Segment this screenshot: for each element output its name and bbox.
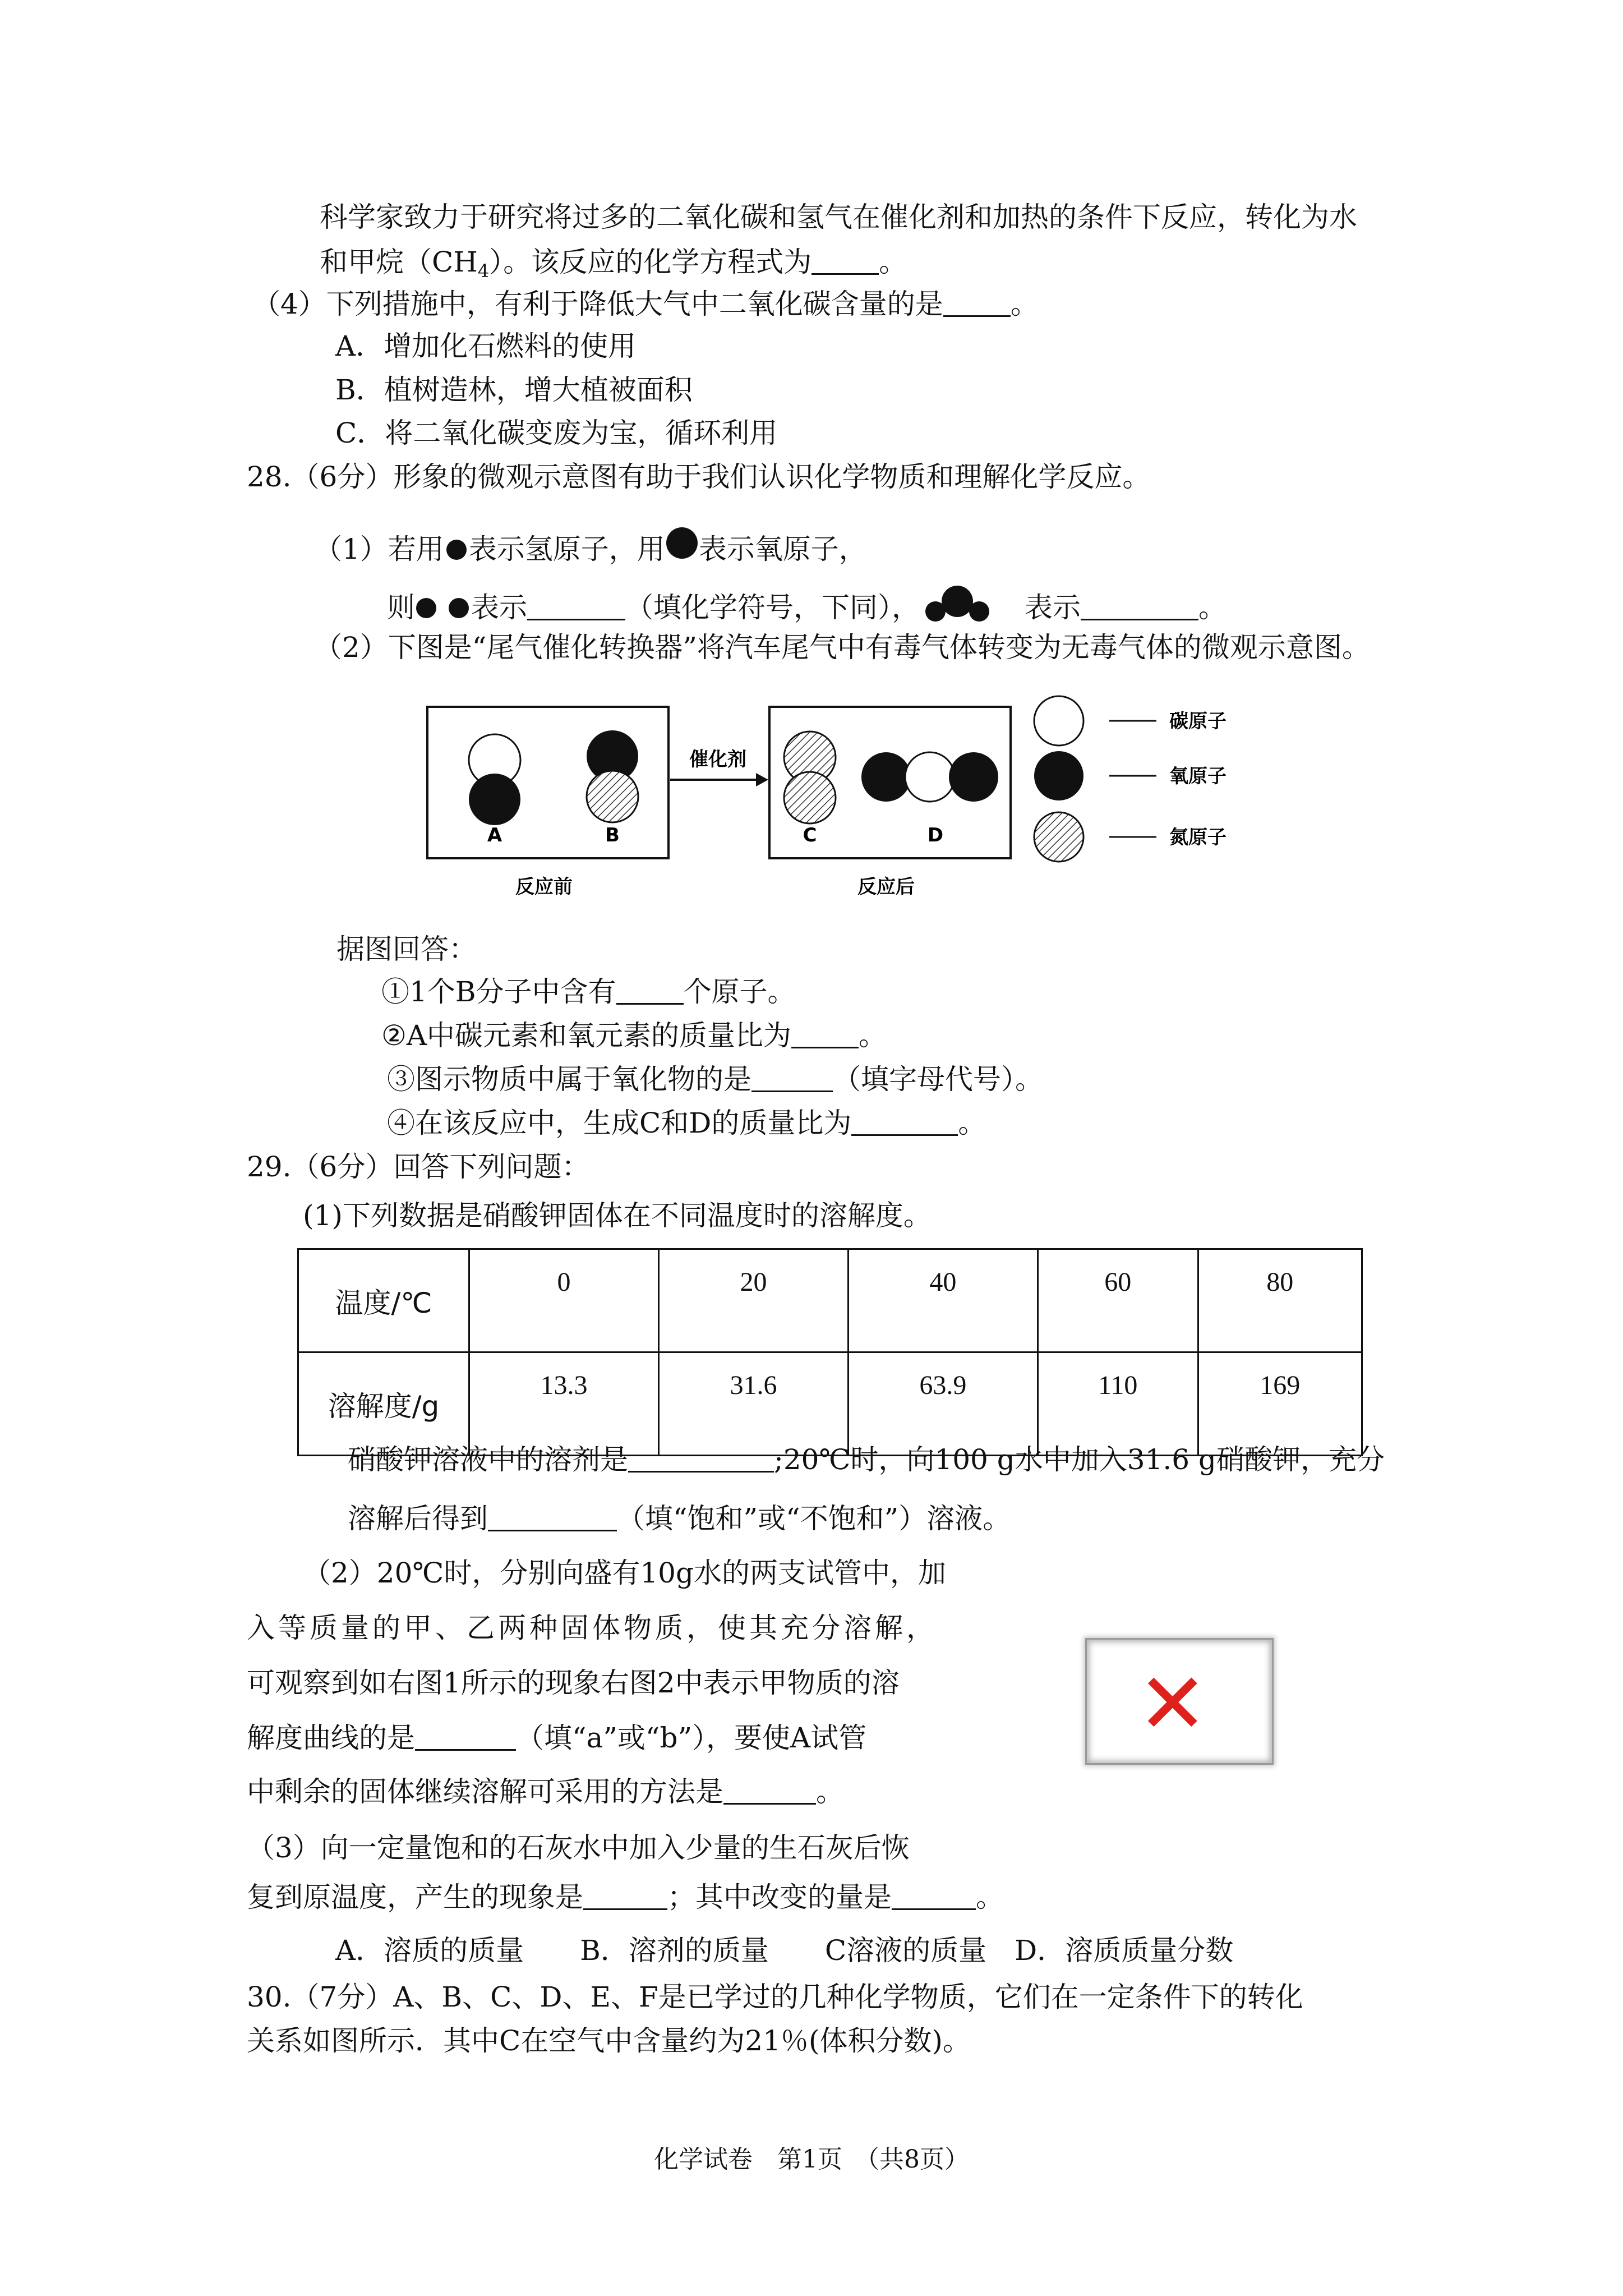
- molecule-d-oxygen-1: [861, 752, 911, 802]
- text-line: 据图回答：: [336, 933, 477, 965]
- molecule-d-oxygen-2: [949, 752, 998, 802]
- text-span: 复到原温度，产生的现象是: [247, 1881, 583, 1913]
- text-line: （3）向一定量饱和的石灰水中加入少量的生石灰后恢: [247, 1832, 910, 1864]
- text-span: 中剩余的固体继续溶解可采用的方法是: [247, 1775, 723, 1808]
- table-cell: 80: [1198, 1249, 1362, 1352]
- text-span: （填“a”或“b”），要使A试管: [516, 1722, 867, 1754]
- text-span: （4）下列措施中，有利于降低大气中二氧化碳含量的是: [252, 288, 943, 320]
- text-line: 入等质量的甲、乙两种固体物质，使其充分溶解，: [247, 1612, 938, 1644]
- hydrogen-molecule-icon: [415, 596, 471, 620]
- text-span: ）。该反应的化学方程式为: [489, 246, 812, 278]
- text-line: [387, 585, 1227, 625]
- text-span: ③图示物质中属于氧化物的是: [387, 1063, 751, 1096]
- text-span: 。: [1198, 591, 1227, 624]
- question-title: 29.（6分）回答下列问题：: [247, 1151, 590, 1183]
- options-line: A．溶质的质量 B．溶剂的质量 C溶液的质量 D．溶质质量分数: [335, 1934, 1234, 1967]
- question-stem: [252, 286, 1039, 322]
- answer-blank[interactable]: [723, 1780, 816, 1805]
- text-span: 表示氧原子，: [698, 533, 867, 565]
- reaction-diagram: [415, 690, 1267, 909]
- label-d: D: [927, 824, 944, 846]
- text-span: 解度曲线的是: [247, 1722, 415, 1754]
- sub-question-4: [387, 1105, 986, 1141]
- molecule-b-nitrogen: [587, 771, 638, 822]
- question-title: 28.（6分）形象的微观示意图有助于我们认识化学物质和理解化学反应。: [247, 461, 1151, 493]
- table-cell: 169: [1198, 1352, 1362, 1456]
- option-c: C．将二氧化碳变废为宝，循环利用: [335, 417, 778, 449]
- text-span: 则: [387, 591, 415, 624]
- text-line: 可观察到如右图1所示的现象右图2中表示甲物质的溶: [247, 1667, 900, 1699]
- answer-blank[interactable]: [415, 1727, 516, 1751]
- molecule-d-carbon: [905, 752, 955, 802]
- answer-blank[interactable]: [488, 1507, 617, 1531]
- text-span: 硝酸钾溶液中的溶剂是: [348, 1443, 628, 1476]
- sub-question-3: [387, 1061, 1043, 1097]
- text-span: 和甲烷（CH: [320, 246, 478, 278]
- text-line: 科学家致力于研究将过多的二氧化碳和氢气在催化剂和加热的条件下反应，转化为水: [320, 201, 1357, 233]
- text-line: [247, 1879, 1004, 1915]
- text-span: ；其中改变的量是: [667, 1881, 892, 1913]
- text-line: [314, 527, 867, 567]
- label-b: B: [605, 824, 620, 846]
- text-span: （1）若用: [314, 533, 444, 565]
- subscript: 4: [477, 260, 490, 282]
- text-span: 。: [879, 246, 907, 278]
- text-span: 表示: [471, 591, 527, 624]
- legend-oxygen-icon: [1034, 751, 1083, 800]
- arrow-head: [756, 773, 768, 786]
- text-span: 。: [958, 1107, 986, 1139]
- table-cell: 63.9: [848, 1352, 1038, 1456]
- text-span: 。: [816, 1775, 844, 1808]
- broken-image-icon: [1085, 1638, 1274, 1765]
- table-cell: 31.6: [658, 1352, 848, 1456]
- table-row: [298, 1249, 1362, 1352]
- legend-nitrogen-icon: [1034, 812, 1083, 862]
- answer-blank[interactable]: [811, 251, 879, 275]
- answer-blank[interactable]: [943, 293, 1011, 317]
- molecule-c-nitrogen-2: [784, 772, 836, 823]
- label-a: A: [487, 824, 502, 846]
- legend-carbon-icon: [1034, 696, 1083, 746]
- answer-blank[interactable]: [751, 1068, 833, 1092]
- text-span: ;20℃时，向100 g水中加入31.6 g硝酸钾，充分: [774, 1443, 1385, 1476]
- text-span: 个原子。: [683, 976, 796, 1008]
- hydrogen-atom-icon: [444, 537, 469, 562]
- molecule-a-oxygen: [469, 774, 520, 825]
- text-line: (1)下列数据是硝酸钾固体在不同温度时的溶解度。: [303, 1199, 932, 1232]
- answer-blank[interactable]: [583, 1886, 667, 1910]
- text-line: （2）下图是“尾气催化转换器”将汽车尾气中有毒气体转变为无毒气体的微观示意图。: [314, 631, 1370, 664]
- text-line: 关系如图所示．其中C在空气中含量约为21％(体积分数)。: [247, 2024, 971, 2057]
- answer-blank[interactable]: [616, 981, 684, 1005]
- text-span: 。: [976, 1881, 1004, 1913]
- sub-question-1: [381, 974, 796, 1010]
- text-line: [348, 1442, 1385, 1478]
- answer-blank[interactable]: [628, 1448, 774, 1473]
- text-span: （填“饱和”或“不饱和”）溶液。: [617, 1502, 1011, 1535]
- table-cell: 13.3: [469, 1352, 659, 1456]
- table-cell: 0: [469, 1249, 659, 1352]
- text-span: 表示: [1025, 591, 1081, 624]
- text-span: 溶解后得到: [348, 1502, 488, 1535]
- answer-blank[interactable]: [851, 1112, 958, 1136]
- option-a: A．增加化石燃料的使用: [335, 330, 637, 362]
- text-line: [348, 1501, 1011, 1536]
- text-line: [247, 1774, 844, 1810]
- legend-carbon: 碳原子: [1169, 710, 1227, 733]
- table-row: [298, 1352, 1362, 1456]
- text-line: [320, 244, 907, 289]
- water-molecule-icon: [920, 585, 995, 625]
- text-span: ②A中碳元素和氧元素的质量比为: [381, 1019, 791, 1052]
- text-line: [247, 1720, 866, 1756]
- page-footer: 化学试卷 第1页 （共8页）: [654, 2145, 969, 2174]
- caption-after: 反应后: [857, 876, 915, 898]
- text-line: （2）20℃时，分别向盛有10g水的两支试管中，加: [303, 1557, 946, 1589]
- label-c: C: [803, 824, 817, 846]
- table-header: 溶解度/g: [298, 1352, 469, 1456]
- text-span: 。: [858, 1019, 887, 1052]
- red-x-icon: ✕: [1137, 1655, 1208, 1753]
- caption-before: 反应前: [515, 876, 573, 898]
- answer-blank[interactable]: [892, 1886, 976, 1910]
- sub-question-2: [381, 1018, 887, 1053]
- catalyst-label: 催化剂: [689, 748, 746, 771]
- text-span: （填化学符号，下同），: [625, 591, 920, 624]
- text-span: ①1个B分子中含有: [381, 976, 616, 1008]
- answer-blank[interactable]: [1081, 596, 1198, 620]
- oxygen-atom-icon: [665, 527, 699, 561]
- text-span: ④在该反应中，生成C和D的质量比为: [387, 1107, 852, 1139]
- table-header: 温度/℃: [298, 1249, 469, 1352]
- question-title: 30.（7分）A、B、C、D、E、F是已学过的几种化学物质，它们在一定条件下的转化: [247, 1981, 1303, 2013]
- option-b: B．植树造林，增大植被面积: [335, 374, 693, 406]
- text-span: 。: [1010, 288, 1039, 320]
- text-span: 表示氢原子，用: [468, 533, 665, 565]
- legend-oxygen: 氧原子: [1169, 765, 1227, 788]
- table-cell: 110: [1038, 1352, 1198, 1456]
- table-cell: 60: [1038, 1249, 1198, 1352]
- answer-blank[interactable]: [791, 1024, 859, 1048]
- text-span: （填字母代号）。: [833, 1063, 1043, 1096]
- table-cell: 40: [848, 1249, 1038, 1352]
- solubility-table: [297, 1248, 1363, 1456]
- table-cell: 20: [658, 1249, 848, 1352]
- answer-blank[interactable]: [527, 596, 625, 620]
- legend-nitrogen: 氮原子: [1169, 826, 1227, 849]
